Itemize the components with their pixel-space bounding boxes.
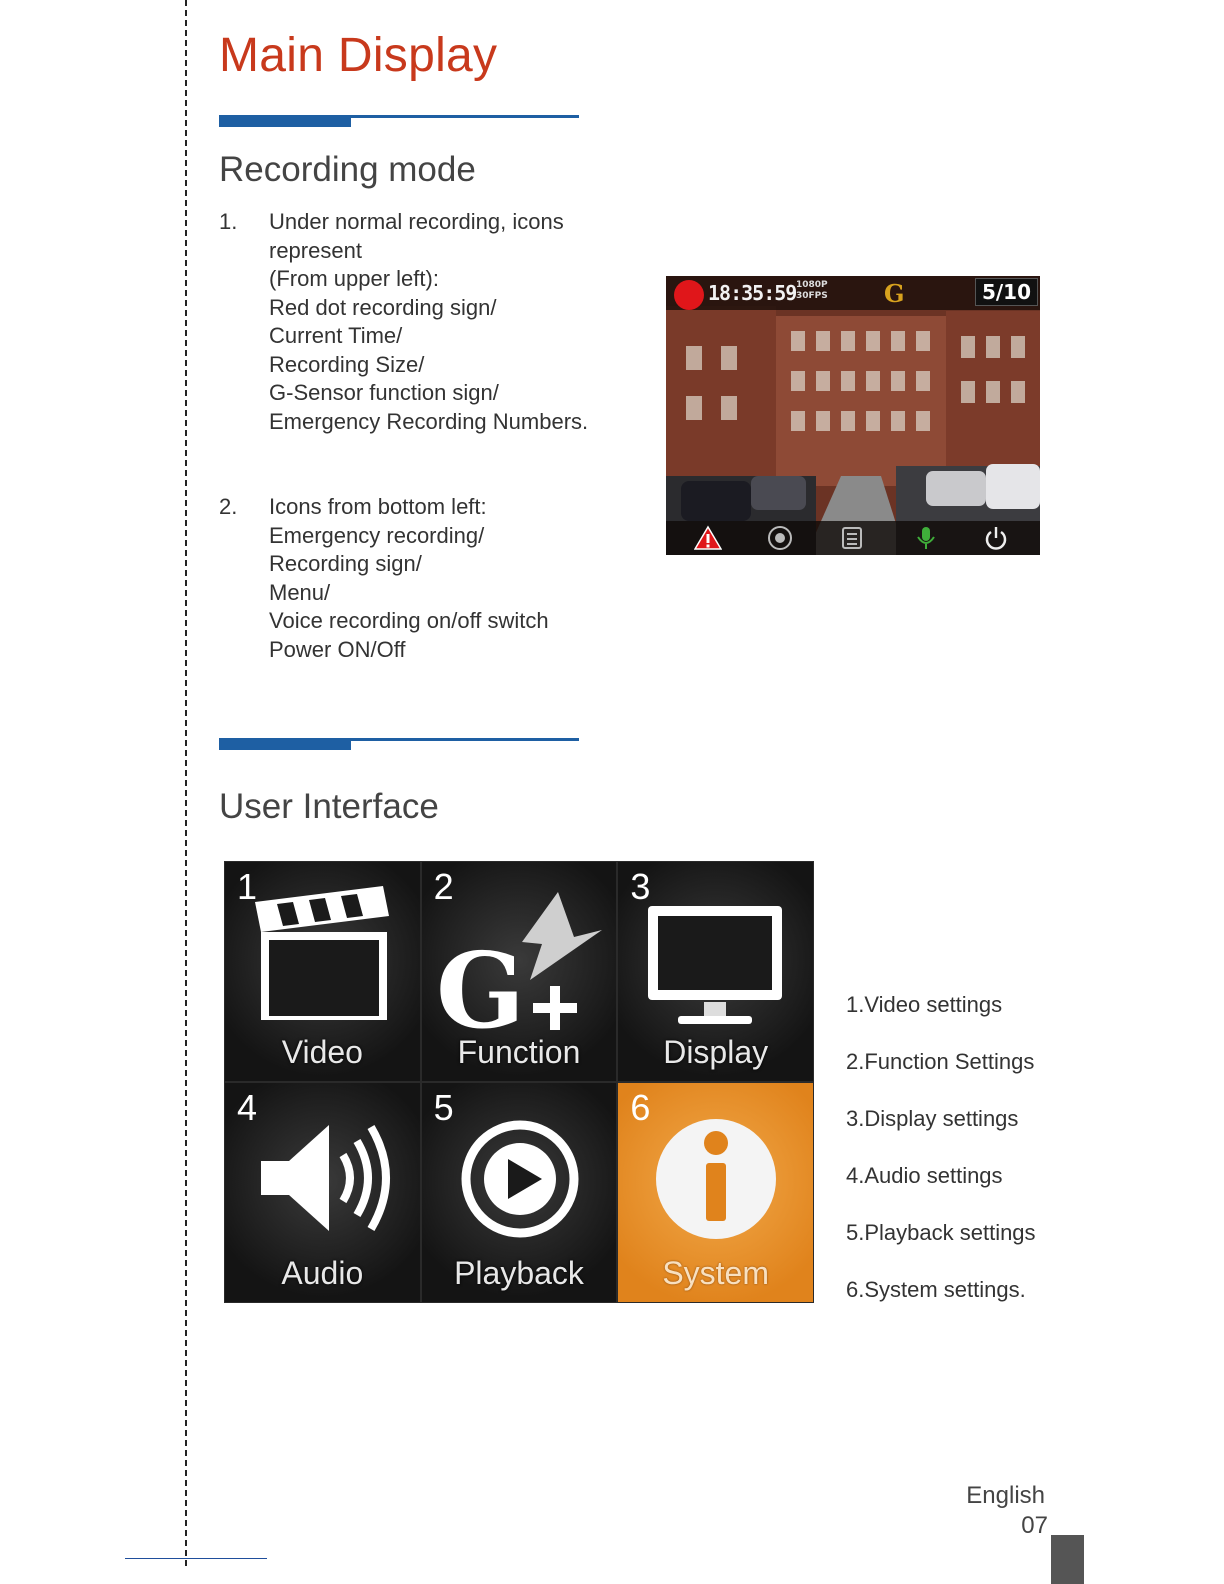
audio-tile[interactable] xyxy=(224,1082,421,1303)
g-sensor-icon: G xyxy=(884,279,905,308)
tile-label: Function xyxy=(457,1034,581,1070)
recording-size: 1080P 30FPS xyxy=(796,280,828,301)
item-line: Recording Size/ xyxy=(269,351,425,377)
item-line: (From upper left): xyxy=(269,266,439,291)
power-icon[interactable] xyxy=(982,525,1010,551)
tile-number: 1 xyxy=(237,866,258,907)
item-line: represent xyxy=(269,237,362,263)
section-divider-top xyxy=(219,115,579,127)
record-icon[interactable] xyxy=(766,525,794,551)
system-tile[interactable] xyxy=(617,1082,814,1303)
item-text xyxy=(269,208,588,436)
microphone-icon[interactable] xyxy=(912,525,940,551)
item-number: 2. xyxy=(219,494,238,519)
item-line: Red dot recording sign/ xyxy=(269,294,497,320)
tile-label: Playback xyxy=(454,1255,584,1291)
page-tab-marker xyxy=(1051,1535,1084,1584)
video-tile[interactable] xyxy=(224,861,421,1082)
current-time: 18:35:59 xyxy=(708,281,797,305)
legend-item: 6.System settings. xyxy=(846,1277,1026,1302)
legend-item: 1.Video settings xyxy=(846,992,1003,1017)
section-divider-middle xyxy=(219,738,579,750)
item-number: 1. xyxy=(219,209,238,234)
tile-number: 5 xyxy=(433,1087,454,1128)
tile-label: System xyxy=(662,1255,769,1291)
function-tile[interactable] xyxy=(421,861,618,1082)
svg-text:G: G xyxy=(435,929,525,1052)
margin-dashed-line xyxy=(185,0,187,1566)
menu-icon[interactable] xyxy=(838,525,866,551)
item-line: Voice recording on/off switch xyxy=(269,608,549,633)
warning-icon[interactable] xyxy=(694,525,722,551)
recording-dot-icon xyxy=(674,280,704,310)
tile-label: Video xyxy=(281,1034,363,1070)
tile-number: 2 xyxy=(433,866,454,907)
recording-mode-heading: Recording mode xyxy=(219,150,476,189)
item-line: Power ON/Off xyxy=(269,636,406,662)
playback-tile[interactable] xyxy=(421,1082,618,1303)
tile-number: 4 xyxy=(237,1087,258,1128)
tile-label: Audio xyxy=(281,1255,364,1291)
user-interface-heading: User Interface xyxy=(219,787,439,826)
tile-number: 3 xyxy=(630,866,651,907)
legend-item: 5.Playback settings xyxy=(846,1220,1036,1245)
item-line: Menu/ xyxy=(269,579,331,605)
settings-legend xyxy=(846,990,1036,1332)
item-line: Emergency Recording Numbers. xyxy=(269,408,589,434)
page-number: 07 xyxy=(1021,1512,1048,1539)
tile-number: 6 xyxy=(630,1087,651,1128)
recording-screen xyxy=(666,276,1040,555)
item-line: Under normal recording, icons xyxy=(269,209,564,234)
item-line: Icons from bottom left: xyxy=(269,494,487,519)
footer-rule xyxy=(125,1558,267,1559)
item-line: Current Time/ xyxy=(269,323,403,348)
street-scene-image xyxy=(666,276,1040,555)
item-text xyxy=(269,493,549,664)
emergency-recording-count: 5/10 xyxy=(975,278,1038,306)
settings-menu-grid xyxy=(224,861,814,1303)
item-line: Recording sign/ xyxy=(269,551,422,576)
display-tile[interactable] xyxy=(617,861,814,1082)
legend-item: 2.Function Settings xyxy=(846,1049,1035,1074)
tile-label: Display xyxy=(663,1034,769,1070)
legend-item: 4.Audio settings xyxy=(846,1163,1003,1188)
footer-language: English xyxy=(966,1482,1045,1509)
item-line: Emergency recording/ xyxy=(269,522,485,548)
page-title: Main Display xyxy=(219,29,498,82)
item-line: G-Sensor function sign/ xyxy=(269,380,499,405)
legend-item: 3.Display settings xyxy=(846,1106,1019,1131)
